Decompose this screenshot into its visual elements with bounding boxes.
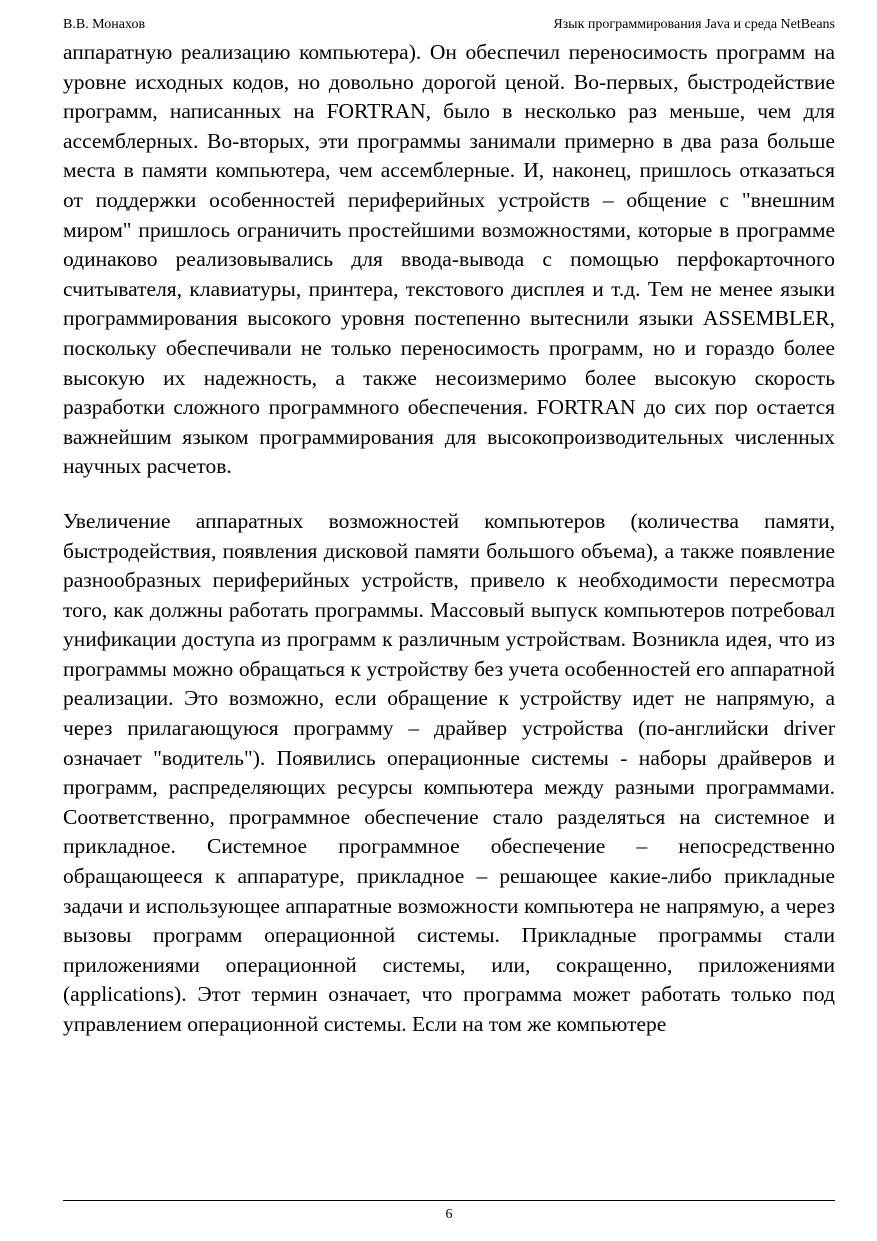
footer-divider — [63, 1200, 835, 1201]
page-number: 6 — [445, 1207, 453, 1222]
paragraph-1: аппаратную реализацию компьютера). Он обеспечил переносимость программ на уровне исходных кодов, но довольно дорогой ценой. Во-первых, быстродействие программ, написанных на FORTRAN, было в несколько раз меньше, чем для ассемблерных. Во-вторых, эти программы занимали примерно в два раза больше места в памяти компьютера, чем ассемблерные. И, наконец, пришлось отказаться от поддержки особенностей периферийных устройств – общение с "внешним миром" пришлось ограничить простейшими возможностями, которые в программе одинаково реализовывались для ввода-вывода с помощью перфокарточного считывателя, клавиатуры, принтера, текстового дисплея и т.д. Тем не менее языки программирования высокого уровня постепенно вытеснили языки ASSEMBLER, поскольку обеспечивали не только переносимость программ, но и гораздо более высокую их надежность, а также несоизмеримо более высокую скорость разработки сложного программного обеспечения. FORTRAN до сих пор остается важнейшим языком программирования для высокопроизводительных численных научных расчетов. — [63, 40, 835, 479]
page-header — [63, 15, 835, 35]
body-text — [63, 38, 835, 1040]
header-book-title: Язык программирования Java и среда NetBeans — [553, 17, 835, 32]
header-author: В.В. Монахов — [63, 17, 146, 32]
paragraph-2: Увеличение аппаратных возможностей компьютеров (количества памяти, быстродействия, появления дисковой памяти большого объема), а также появление разнообразных периферийных устройств, привело к необходимости пересмотра того, как должны работать программы. Массовый выпуск компьютеров потребовал унификации доступа из программ к различным устройствам. Возникла идея, что из программы можно обращаться к устройству без учета особенностей его аппаратной реализации. Это возможно, если обращение к устройству идет не напрямую, а через прилагающуюся программу – драйвер устройства (по-английски driver означает "водитель"). Появились операционные системы - наборы драйверов и программ, распределяющих ресурсы компьютера между разными программами. Соответственно, программное обеспечение стало разделяться на системное и прикладное. Системное программное обеспечение – непосредственно обращающееся к аппаратуре, прикладное – решающее какие-либо прикладные задачи и использующее аппаратные возможности компьютера не напрямую, а через вызовы программ операционной системы. Прикладные программы стали приложениями операционной системы, или, сокращенно, приложениями (applications). Этот термин означает, что программа может работать только под управлением операционной системы. Если на том же компьютере — [63, 508, 835, 1036]
